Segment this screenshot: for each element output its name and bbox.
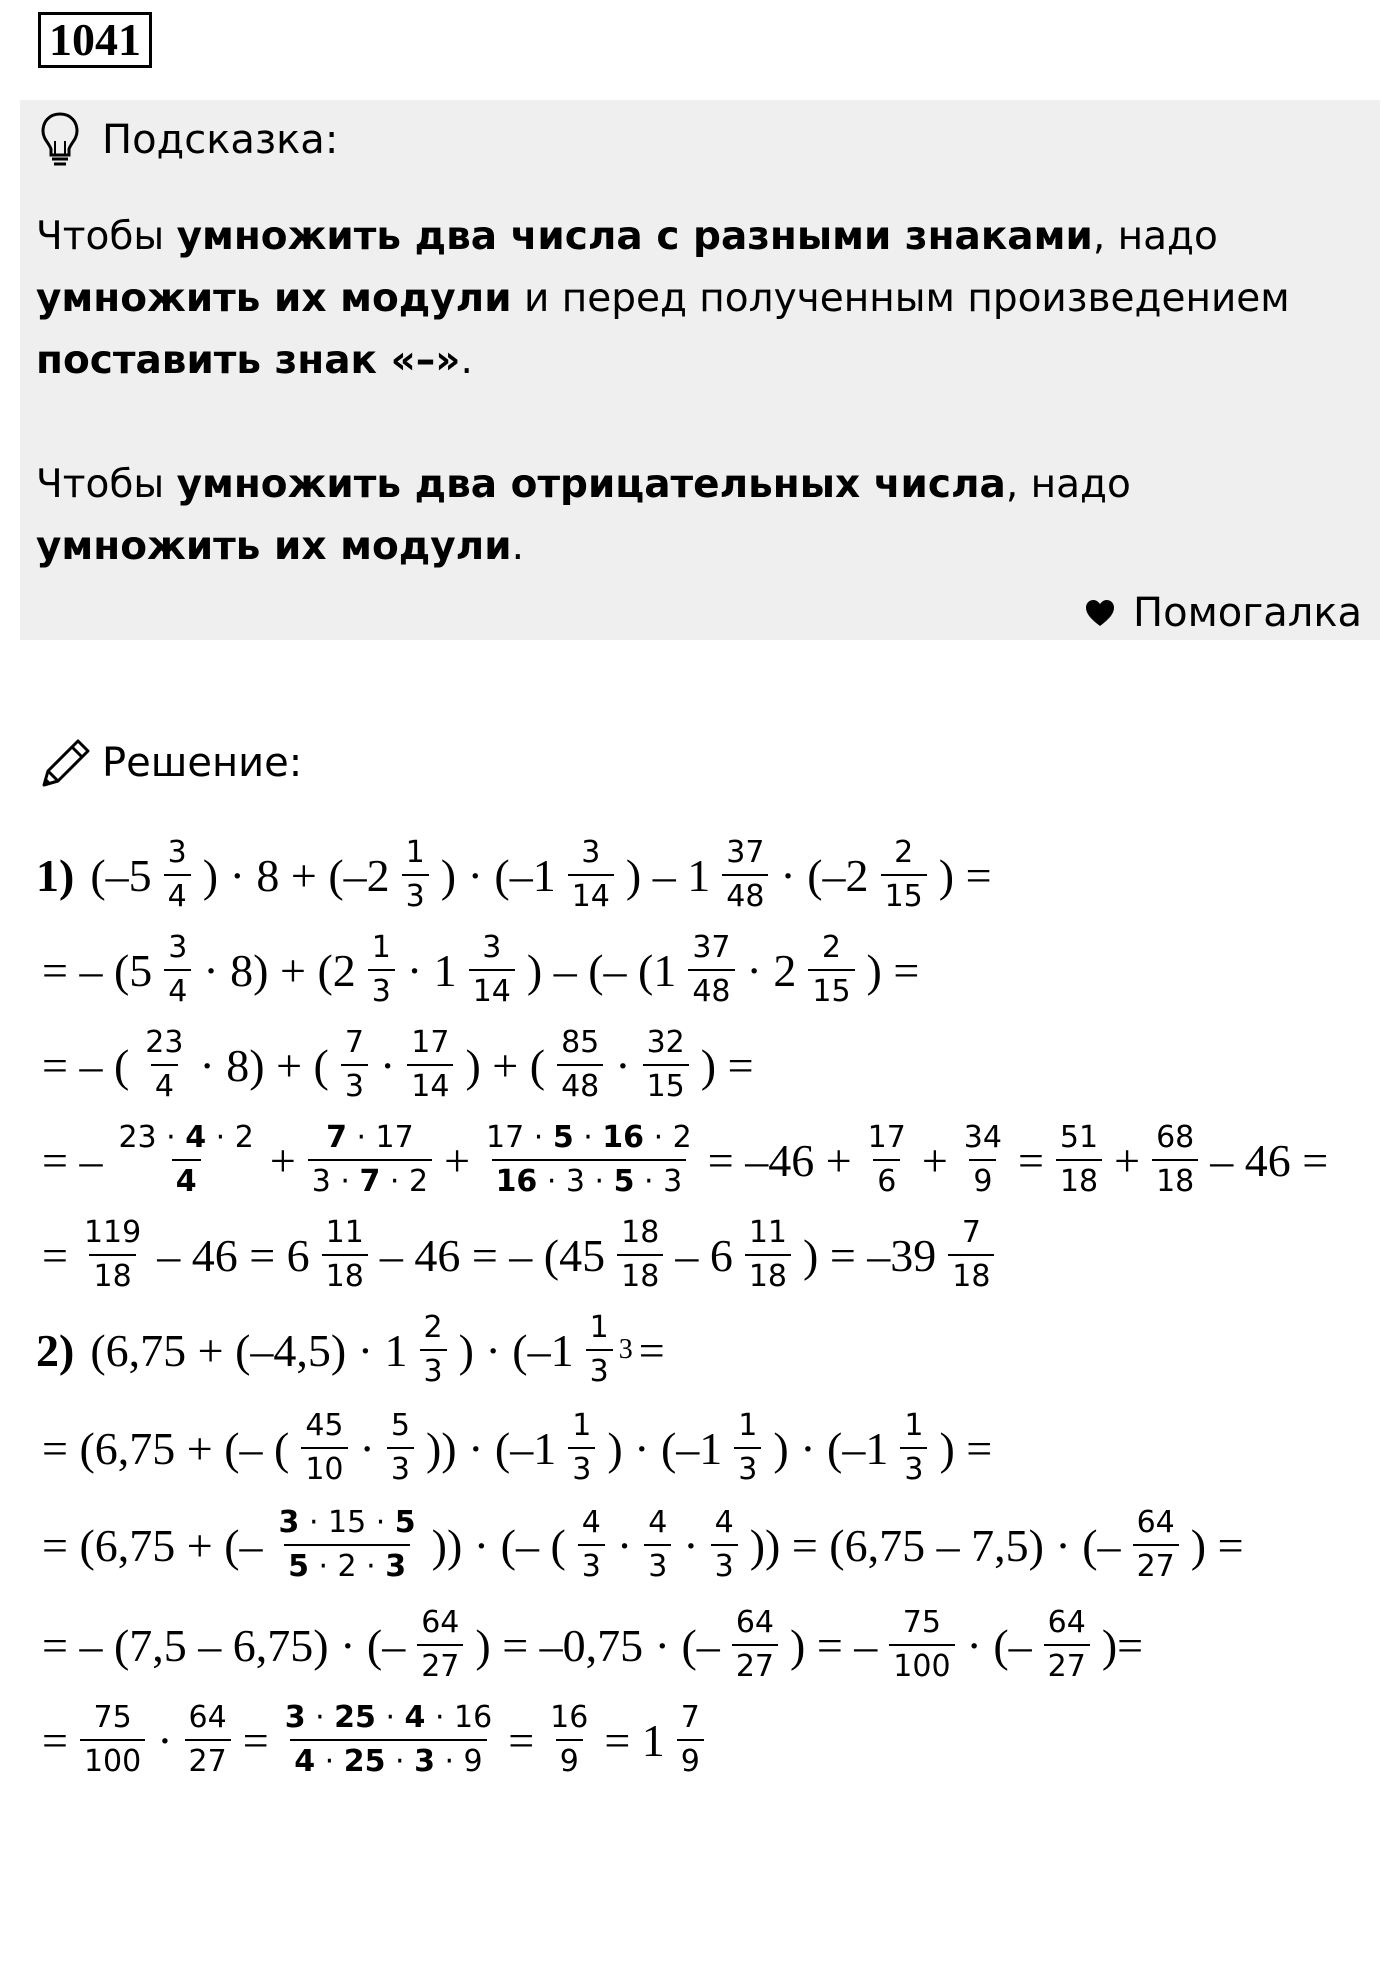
denominator: 3 [420, 1349, 447, 1391]
fraction [734, 1407, 761, 1489]
expression-text: · [359, 1422, 375, 1474]
denominator: 100 [889, 1644, 954, 1686]
heart-icon [1085, 599, 1115, 627]
fraction [900, 1407, 927, 1489]
expression-text: = [242, 1714, 269, 1766]
hint-p2-run: умножить два отрицательных числа [176, 462, 1006, 507]
fraction [732, 1604, 778, 1686]
expression-text: ) = [938, 849, 992, 901]
fraction [402, 834, 429, 916]
fraction-term: · 3 [634, 1164, 683, 1199]
fraction-term: 25 [343, 1744, 386, 1779]
fraction [1044, 1604, 1090, 1686]
fraction [80, 1214, 145, 1296]
hint-p1-run: умножить два числа с разными знаками [176, 214, 1093, 259]
expression-text: · [683, 1519, 699, 1571]
fraction-term: · 3 · [537, 1164, 614, 1199]
fraction [568, 834, 614, 916]
fraction [80, 1699, 145, 1781]
fraction-term: 17 · [486, 1120, 553, 1155]
fraction-term: 4 [294, 1744, 316, 1779]
denominator: 15 [808, 969, 854, 1011]
numerator: 3 [168, 930, 188, 965]
expression-text: · 8) + ( [199, 1039, 329, 1091]
denominator: 3 [341, 1064, 368, 1106]
solution-line-6 [36, 1295, 671, 1405]
fraction [387, 1407, 414, 1489]
fraction-term: 4 [404, 1700, 426, 1735]
numerator: 4 [581, 1505, 601, 1540]
denominator: 18 [89, 1254, 135, 1296]
denominator [284, 1544, 410, 1586]
denominator: 100 [80, 1739, 145, 1781]
fraction [881, 834, 927, 916]
fraction [469, 929, 515, 1011]
numerator: 1 [589, 1310, 609, 1345]
fraction [688, 929, 734, 1011]
denominator: 27 [732, 1644, 778, 1686]
expression-text: )) = (6,75 – 7,5) · (– [749, 1519, 1121, 1571]
fraction-term: · [315, 1744, 344, 1779]
denominator [172, 1159, 201, 1201]
fraction [1133, 1504, 1179, 1586]
numerator: 75 [93, 1700, 132, 1735]
expression-text: = – (7,5 – 6,75) · (– [42, 1619, 406, 1671]
fraction [417, 1604, 463, 1686]
fraction [889, 1604, 954, 1686]
expression-text: · (– [966, 1619, 1032, 1671]
expression-text: · [157, 1714, 173, 1766]
fraction-term: 25 [334, 1700, 376, 1735]
numerator: 23 [145, 1025, 184, 1060]
numerator: 75 [902, 1605, 941, 1640]
denominator: 4 [164, 969, 191, 1011]
numerator: 17 [867, 1120, 906, 1155]
numerator: 64 [735, 1605, 774, 1640]
numerator: 34 [963, 1120, 1002, 1155]
denominator: 10 [301, 1447, 347, 1489]
fraction [420, 1309, 447, 1391]
expression-text: = [508, 1714, 535, 1766]
numerator: 85 [561, 1025, 600, 1060]
solution-line-10 [36, 1685, 710, 1795]
expression-text: = – (5 [42, 944, 153, 996]
fraction-term: · 2 [206, 1120, 254, 1155]
denominator: 27 [417, 1644, 463, 1686]
expression-text: = [42, 1229, 68, 1281]
expression-text: + [444, 1134, 471, 1186]
denominator: 14 [568, 874, 614, 916]
numerator: 2 [423, 1310, 443, 1345]
hint-p1-run: поставить знак «–» [36, 338, 461, 383]
expression-text: = –46 + [707, 1134, 852, 1186]
fraction [185, 1699, 231, 1781]
solution-line-1 [36, 820, 998, 930]
fraction [1152, 1119, 1198, 1201]
fraction-term: · 2 · [308, 1549, 386, 1584]
denominator: 14 [469, 969, 515, 1011]
fraction-term: · [375, 1700, 405, 1735]
fraction [281, 1699, 497, 1781]
denominator: 27 [1133, 1544, 1179, 1586]
hint-paragraph-1 [36, 206, 1356, 392]
fraction-term: 3 [278, 1505, 300, 1540]
hint-p1-run: , надо [1092, 214, 1218, 259]
expression-text: = – [42, 1134, 103, 1186]
brand-label [1085, 590, 1362, 636]
denominator: 3 [900, 1447, 927, 1489]
expression-text: )= [1101, 1619, 1144, 1671]
numerator: 64 [188, 1700, 227, 1735]
numerator [275, 1504, 420, 1544]
hint-title: Подсказка: [102, 117, 339, 163]
denominator: 15 [643, 1064, 689, 1106]
denominator: 3 [644, 1544, 671, 1586]
fraction [960, 1119, 1006, 1201]
fraction-term: 3 [414, 1744, 435, 1779]
hint-p1-run: . [460, 338, 473, 383]
expression-text: )) · (– ( [431, 1519, 566, 1571]
numerator: 2 [821, 930, 841, 965]
fraction [275, 1504, 420, 1586]
fraction-term: 4 [185, 1120, 207, 1155]
expression-text: ) = –39 [803, 1229, 937, 1281]
denominator [308, 1159, 432, 1201]
fraction-term: · [385, 1744, 415, 1779]
numerator: 4 [648, 1505, 668, 1540]
fraction-term: 16 [495, 1164, 538, 1199]
denominator: 4 [151, 1064, 178, 1106]
problem-number: 1041 [38, 12, 152, 68]
fraction [578, 1504, 605, 1586]
expression-text: = [1017, 1134, 1044, 1186]
solution-line-9 [36, 1590, 1149, 1700]
numerator: 64 [421, 1605, 460, 1640]
denominator: 27 [185, 1739, 231, 1781]
fraction-term: 16 [602, 1120, 645, 1155]
denominator: 48 [557, 1064, 603, 1106]
expression-text: + [921, 1134, 948, 1186]
fraction [864, 1119, 910, 1201]
fraction [643, 1024, 689, 1106]
denominator: 3 [402, 874, 429, 916]
numerator: 1 [904, 1408, 924, 1443]
numerator: 1 [371, 930, 391, 965]
expression-text: ) = – [790, 1619, 878, 1671]
hint-header [40, 110, 338, 170]
numerator: 32 [646, 1025, 685, 1060]
numerator: 2 [894, 835, 914, 870]
hint-p1-run: и перед полученным произведением [511, 276, 1290, 321]
fraction [948, 1214, 994, 1296]
denominator: 18 [745, 1254, 791, 1296]
numerator: 1 [405, 835, 425, 870]
expression-text: ) = –0,75 · (– [475, 1619, 720, 1671]
denominator: 18 [322, 1254, 368, 1296]
fraction [722, 834, 768, 916]
expression-text: ) · 8 + (–2 [202, 849, 390, 901]
denominator [492, 1159, 687, 1201]
numerator: 68 [1156, 1120, 1195, 1155]
denominator: 18 [1056, 1159, 1102, 1201]
solution-header [38, 735, 302, 791]
fraction [141, 1024, 187, 1106]
expression-text: – 46 = – (45 [379, 1229, 606, 1281]
fraction-term: 5 [613, 1164, 635, 1199]
denominator: 48 [722, 874, 768, 916]
expression-text: = [42, 1714, 68, 1766]
expression-text: · [379, 1039, 396, 1091]
denominator: 27 [1044, 1644, 1090, 1686]
fraction-term: · 17 [346, 1120, 414, 1155]
fraction [546, 1699, 592, 1781]
numerator [322, 1119, 418, 1159]
numerator: 51 [1059, 1120, 1099, 1155]
numerator: 1 [572, 1408, 592, 1443]
expression-text: (6,75 + (–4,5) · 1 [90, 1324, 408, 1376]
denominator: 3 [368, 969, 395, 1011]
fraction-term: 5 [552, 1120, 574, 1155]
numerator: 17 [411, 1025, 450, 1060]
expression-text: = [638, 1324, 665, 1376]
brand-name: Помогалка [1133, 590, 1362, 636]
expression-text: (–5 [90, 849, 152, 901]
numerator [114, 1119, 257, 1159]
fraction [808, 929, 854, 1011]
expression-text: ) = [939, 1422, 993, 1474]
fraction [482, 1119, 696, 1201]
hint-p2-run: умножить их модули [36, 524, 512, 569]
expression-text: = (6,75 + (– ( [42, 1422, 290, 1474]
denominator: 48 [688, 969, 734, 1011]
solution-line-4 [36, 1105, 1334, 1215]
fraction [114, 1119, 257, 1201]
solution-line-8 [36, 1490, 1250, 1600]
expression-text: + [269, 1134, 296, 1186]
hint-p2-run: , надо [1005, 462, 1131, 507]
expression-text: ) · (–1 [458, 1324, 574, 1376]
fraction [164, 929, 191, 1011]
hint-p2-run: Чтобы [36, 462, 177, 507]
fraction-term: 5 [394, 1505, 416, 1540]
fraction-term: 23 · [118, 1120, 186, 1155]
fraction [341, 1024, 368, 1106]
fraction [164, 834, 191, 916]
fraction [644, 1504, 671, 1586]
fraction-term: · [573, 1120, 603, 1155]
expression-text: – 46 = 6 [157, 1229, 310, 1281]
fraction-term: · 9 [434, 1744, 483, 1779]
expression-text: ) – (– (1 [526, 944, 677, 996]
expression-text: + [1114, 1134, 1141, 1186]
numerator: 37 [726, 835, 765, 870]
lightbulb-icon [40, 111, 80, 169]
denominator: 15 [881, 874, 927, 916]
denominator [290, 1739, 486, 1781]
denominator: 3 [734, 1447, 761, 1489]
expression-text: ) · (–1 [773, 1422, 889, 1474]
solution-line-5 [36, 1200, 1000, 1310]
expression-text: – 6 [675, 1229, 733, 1281]
numerator: 37 [692, 930, 731, 965]
fraction [586, 1309, 613, 1391]
denominator: 14 [407, 1064, 453, 1106]
numerator [281, 1699, 497, 1739]
solution-line-2 [36, 915, 925, 1025]
expression-text: ) = [700, 1039, 754, 1091]
fraction-term: 4 [175, 1164, 197, 1199]
expression-text: )) · (–1 [425, 1422, 557, 1474]
fraction [322, 1214, 368, 1296]
denominator: 3 [387, 1447, 414, 1489]
fraction [557, 1024, 603, 1106]
denominator: 4 [164, 874, 191, 916]
item-label: 2) [36, 1324, 75, 1376]
numerator: 119 [83, 1215, 142, 1250]
fraction [711, 1504, 738, 1586]
numerator: 11 [325, 1215, 364, 1250]
fraction [368, 929, 395, 1011]
expression-text: ) = [866, 944, 920, 996]
hint-paragraph-2 [36, 454, 1356, 578]
numerator: 16 [550, 1700, 589, 1735]
fraction [301, 1407, 347, 1489]
hint-p2-run: . [511, 524, 524, 569]
fraction-term: · [305, 1700, 335, 1735]
expression-text: · 1 [406, 944, 457, 996]
denominator: 18 [948, 1254, 994, 1296]
fraction-term: · 15 · [299, 1505, 395, 1540]
fraction [407, 1024, 453, 1106]
denominator: 18 [1152, 1159, 1198, 1201]
numerator: 4 [714, 1505, 734, 1540]
fraction [745, 1214, 791, 1296]
expression-text: = (6,75 + (– [42, 1519, 263, 1571]
numerator: 7 [680, 1700, 700, 1735]
hint-p1-run: умножить их модули [36, 276, 512, 321]
fraction-term: · 2 [644, 1120, 692, 1155]
expression-text: = – ( [42, 1039, 130, 1091]
fraction [1056, 1119, 1102, 1201]
item-label: 1) [36, 849, 75, 901]
denominator: 9 [677, 1739, 704, 1781]
pencil-icon [38, 735, 94, 791]
expression-text: ) + ( [465, 1039, 546, 1091]
numerator: 1 [738, 1408, 758, 1443]
fraction-term: 5 [288, 1549, 309, 1584]
denominator: 9 [969, 1159, 996, 1201]
expression-text: · (–2 [780, 849, 869, 901]
hint-p1-run: Чтобы [36, 214, 177, 259]
numerator: 5 [390, 1408, 410, 1443]
fraction [568, 1407, 595, 1489]
expression-text: = 1 [604, 1714, 665, 1766]
denominator: 3 [578, 1544, 605, 1586]
fraction-term: 7 [326, 1120, 347, 1155]
fraction [617, 1214, 663, 1296]
fraction [677, 1699, 704, 1781]
numerator: 18 [621, 1215, 660, 1250]
expression-text: · [615, 1039, 631, 1091]
numerator: 7 [344, 1025, 364, 1060]
expression-text: ) – 1 [625, 849, 711, 901]
denominator: 9 [556, 1739, 583, 1781]
fraction-term: 3 · [311, 1164, 360, 1199]
denominator: 3 [711, 1544, 738, 1586]
numerator: 3 [167, 835, 187, 870]
denominator: 3 [586, 1349, 613, 1391]
numerator: 64 [1136, 1505, 1175, 1540]
exponent: 3 [618, 1334, 633, 1365]
denominator: 6 [873, 1159, 900, 1201]
numerator: 64 [1047, 1605, 1086, 1640]
numerator: 11 [748, 1215, 787, 1250]
fraction-term: · 16 [425, 1700, 493, 1735]
fraction-term: 3 [385, 1549, 407, 1584]
fraction-term: · 2 [380, 1164, 429, 1199]
fraction-term: 3 [284, 1700, 306, 1735]
solution-line-7 [36, 1393, 998, 1503]
fraction [308, 1119, 432, 1201]
hint-box [20, 100, 1380, 640]
numerator: 3 [482, 930, 502, 965]
denominator: 3 [568, 1447, 595, 1489]
numerator: 7 [961, 1215, 981, 1250]
expression-text: ) · (–1 [440, 849, 556, 901]
denominator: 18 [617, 1254, 663, 1296]
expression-text: ) = [1190, 1519, 1244, 1571]
numerator: 45 [305, 1408, 344, 1443]
solution-line-3 [36, 1010, 760, 1120]
numerator: 3 [581, 835, 601, 870]
solution-title: Решение: [102, 740, 303, 786]
expression-text: · 8) + (2 [203, 944, 356, 996]
expression-text: · 2 [746, 944, 797, 996]
fraction-term: 7 [359, 1164, 381, 1199]
expression-text: ) · (–1 [607, 1422, 723, 1474]
expression-text: · [616, 1519, 633, 1571]
numerator [482, 1119, 696, 1159]
expression-text: – 46 = [1210, 1134, 1329, 1186]
